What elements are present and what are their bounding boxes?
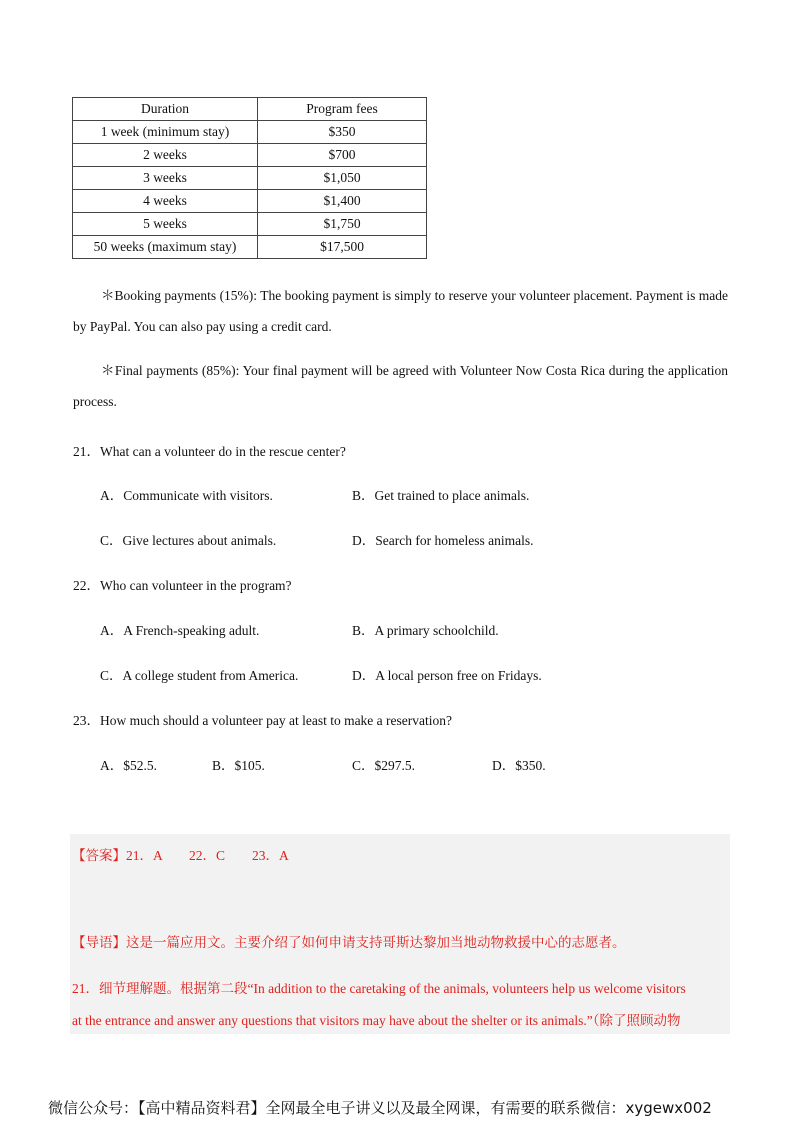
table-cell-fee: $700 bbox=[258, 144, 427, 167]
table-header-fees: Program fees bbox=[258, 98, 427, 121]
table-cell-duration: 5 weeks bbox=[73, 213, 258, 236]
table-cell-duration: 3 weeks bbox=[73, 167, 258, 190]
question-22-option-c: C．A college student from America. bbox=[100, 668, 299, 683]
intro-label: 【导语】 bbox=[72, 935, 126, 950]
table-cell-duration: 1 week (minimum stay) bbox=[73, 121, 258, 144]
table-cell-duration: 2 weeks bbox=[73, 144, 258, 167]
question-22-stem: 22．Who can volunteer in the program? bbox=[73, 578, 292, 593]
footer-watermark-text: 微信公众号：【高中精品资料君】全网最全电子讲义以及最全网课，有需要的联系微信：xygewx002 bbox=[48, 1099, 712, 1117]
answer-key-label: 【答案】 bbox=[72, 848, 126, 863]
question-23-option-c: C．$297.5. bbox=[352, 758, 416, 773]
question-23-option-d: D．$350. bbox=[492, 758, 546, 773]
question-22-option-a: A．A French-speaking adult. bbox=[100, 623, 260, 638]
table-row bbox=[73, 121, 427, 144]
intro-text: 这是一篇应用文。主要介绍了如何申请支持哥斯达黎加当地动物救援中心的志愿者。 bbox=[126, 935, 626, 950]
table-row bbox=[73, 190, 427, 213]
table-header-row bbox=[73, 98, 427, 121]
detail-line-2: at the entrance and answer any questions that visitors may have about the shelter or its animals.”（除了照顾动物 bbox=[72, 1013, 681, 1028]
question-23-option-b: B．$105. bbox=[212, 758, 265, 773]
question-22-option-b: B．A primary schoolchild. bbox=[352, 623, 499, 638]
program-fees-table bbox=[72, 97, 427, 259]
table-cell-fee: $1,750 bbox=[258, 213, 427, 236]
table-cell-duration: 4 weeks bbox=[73, 190, 258, 213]
table-header-duration: Duration bbox=[73, 98, 258, 121]
question-21-stem: 21．What can a volunteer do in the rescue center? bbox=[73, 444, 346, 459]
question-21-option-b: B．Get trained to place animals. bbox=[352, 488, 530, 503]
table-cell-fee: $17,500 bbox=[258, 236, 427, 259]
table-row bbox=[73, 213, 427, 236]
table-cell-fee: $1,400 bbox=[258, 190, 427, 213]
booking-payment-note bbox=[73, 280, 728, 342]
detail-line-1: 21．细节理解题。根据第二段“In addition to the caretaking of the animals, volunteers help us welcome visitors bbox=[72, 981, 686, 996]
booking-payment-text: ＊Booking payments (15%): The booking payment is simply to reserve your volunteer placement. Payment is made by PayPal. You can also pay using a credit card. bbox=[73, 288, 728, 334]
answer-explanation-box bbox=[70, 834, 730, 1034]
table-row bbox=[73, 167, 427, 190]
final-payment-text: ＊Final payments (85%): Your final payment will be agreed with Volunteer Now Costa Rica during the application process. bbox=[73, 363, 728, 409]
table-cell-fee: $1,050 bbox=[258, 167, 427, 190]
table-row bbox=[73, 144, 427, 167]
question-21-option-a: A．Communicate with visitors. bbox=[100, 488, 273, 503]
table-row bbox=[73, 236, 427, 259]
table-cell-duration: 50 weeks (maximum stay) bbox=[73, 236, 258, 259]
answer-key-line bbox=[72, 844, 289, 864]
table-cell-fee: $350 bbox=[258, 121, 427, 144]
question-23-stem: 23．How much should a volunteer pay at least to make a reservation? bbox=[73, 713, 453, 728]
answer-key-text: 21．A 22．C 23．A bbox=[126, 848, 289, 863]
question-21-option-d: D．Search for homeless animals. bbox=[352, 533, 534, 548]
final-payment-note bbox=[73, 355, 728, 417]
question-21-option-c: C．Give lectures about animals. bbox=[100, 533, 277, 548]
question-23-option-a: A．$52.5. bbox=[100, 758, 157, 773]
question-22-option-d: D．A local person free on Fridays. bbox=[352, 668, 542, 683]
intro-line bbox=[72, 931, 626, 951]
